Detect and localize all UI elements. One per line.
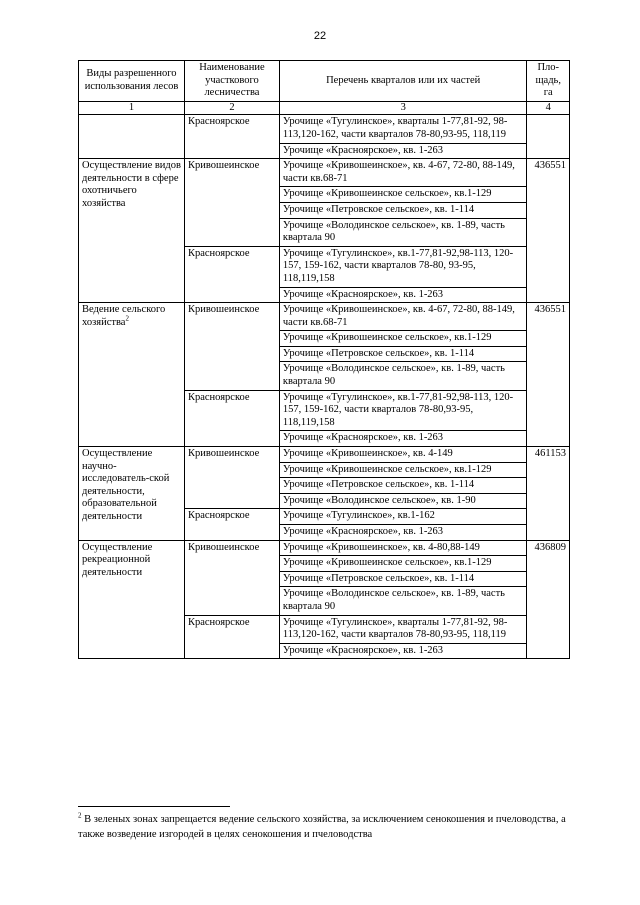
quarters-cell: Урочище «Тугулинское», кв.1-162 xyxy=(279,509,527,525)
header-use-types: Виды разрешенного использования лесов xyxy=(79,61,185,102)
district-cell: Красноярское xyxy=(184,615,279,659)
quarters-cell: Урочище «Красноярское», кв. 1-263 xyxy=(279,431,527,447)
footnote xyxy=(78,812,578,842)
column-number: 3 xyxy=(279,101,527,115)
quarters-cell: Урочище «Кривошеинское», кв. 4-67, 72-80, 88-149, части кв.68-71 xyxy=(279,303,527,331)
area-cell: 461153 xyxy=(527,447,570,541)
district-cell: Кривошеинское xyxy=(184,540,279,615)
quarters-cell: Урочище «Кривошеинское», кв. 4-149 xyxy=(279,447,527,463)
table-row xyxy=(79,115,570,143)
quarters-cell: Урочище «Петровское сельское», кв. 1-114 xyxy=(279,478,527,494)
quarters-cell: Урочище «Тугулинское», кварталы 1-77,81-92, 98-113,120-162, части кварталов 78-80,93-95, 118,119 xyxy=(279,115,527,143)
footnote-divider xyxy=(78,806,230,807)
use-type-cell xyxy=(79,540,185,659)
area-cell xyxy=(527,115,570,159)
use-type-text: Осуществление научно-исследователь-ской деятельности, образовательной деятельности xyxy=(82,448,170,522)
district-cell: Красноярское xyxy=(184,115,279,159)
quarters-cell: Урочище «Кривошеинское сельское», кв.1-129 xyxy=(279,556,527,572)
column-number: 1 xyxy=(79,101,185,115)
district-cell: Красноярское xyxy=(184,390,279,446)
use-type-text: Осуществление рекреационной деятельности xyxy=(82,541,153,578)
quarters-cell: Урочище «Кривошеинское сельское», кв.1-129 xyxy=(279,462,527,478)
quarters-cell: Урочище «Кривошеинское», кв. 4-67, 72-80, 88-149, части кв.68-71 xyxy=(279,159,527,187)
quarters-cell: Урочище «Тугулинское», кварталы 1-77,81-92, 98-113,120-162, части кварталов 78-80,93-95, 118,119 xyxy=(279,615,527,643)
table-row xyxy=(79,303,570,331)
quarters-cell: Урочище «Красноярское», кв. 1-263 xyxy=(279,143,527,159)
footnote-reference: 2 xyxy=(125,314,129,323)
area-cell: 436551 xyxy=(527,303,570,447)
quarters-cell: Урочище «Тугулинское», кв.1-77,81-92,98-113, 120-157, 159-162, части кварталов 78-80,93-95, 118,119,158 xyxy=(279,390,527,431)
quarters-cell: Урочище «Красноярское», кв. 1-263 xyxy=(279,525,527,541)
quarters-cell: Урочище «Кривошеинское», кв. 4-80,88-149 xyxy=(279,540,527,556)
use-type-cell xyxy=(79,115,185,159)
quarters-cell: Урочище «Володинское сельское», кв. 1-89, часть квартала 90 xyxy=(279,218,527,246)
use-type-cell xyxy=(79,303,185,447)
table-header xyxy=(79,61,570,115)
use-type-cell xyxy=(79,447,185,541)
district-cell: Красноярское xyxy=(184,246,279,302)
header-area: Пло-щадь, га xyxy=(527,61,570,102)
table-row xyxy=(79,447,570,463)
header-district-name: Наименование участкового лесничества xyxy=(184,61,279,102)
quarters-cell: Урочище «Петровское сельское», кв. 1-114 xyxy=(279,202,527,218)
use-type-cell xyxy=(79,159,185,303)
quarters-cell: Урочище «Кривошеинское сельское», кв.1-129 xyxy=(279,331,527,347)
area-cell: 436809 xyxy=(527,540,570,659)
header-quarters-list: Перечень кварталов или их частей xyxy=(279,61,527,102)
district-cell: Кривошеинское xyxy=(184,159,279,247)
quarters-cell: Урочище «Володинское сельское», кв. 1-89, часть квартала 90 xyxy=(279,587,527,615)
column-number: 2 xyxy=(184,101,279,115)
column-number-row xyxy=(79,101,570,115)
district-cell: Кривошеинское xyxy=(184,303,279,391)
district-cell: Красноярское xyxy=(184,509,279,540)
table-row xyxy=(79,159,570,187)
quarters-cell: Урочище «Красноярское», кв. 1-263 xyxy=(279,643,527,659)
quarters-cell: Урочище «Петровское сельское», кв. 1-114 xyxy=(279,346,527,362)
area-cell: 436551 xyxy=(527,159,570,303)
header-row xyxy=(79,61,570,102)
forest-use-table xyxy=(78,60,570,659)
column-number: 4 xyxy=(527,101,570,115)
footnote-mark: 2 xyxy=(78,811,82,820)
table-row xyxy=(79,540,570,556)
footnote-text: В зеленых зонах запрещается ведение сельского хозяйства, за исключением сенокошения и пчеловодства, а также возведение изгородей в целях сенокошения и пчеловодства xyxy=(78,814,566,840)
quarters-cell: Урочище «Кривошеинское сельское», кв.1-129 xyxy=(279,187,527,203)
district-cell: Кривошеинское xyxy=(184,447,279,509)
quarters-cell: Урочище «Красноярское», кв. 1-263 xyxy=(279,287,527,303)
use-type-text: Осуществление видов деятельности в сфере охотничьего хозяйства xyxy=(82,160,181,209)
use-type-text: Ведение сельского хозяйства xyxy=(82,304,166,328)
quarters-cell: Урочище «Тугулинское», кв.1-77,81-92,98-113, 120-157, 159-162, части кварталов 78-80, 93-95, 118,119,158 xyxy=(279,246,527,287)
table-body xyxy=(79,115,570,659)
quarters-cell: Урочище «Володинское сельское», кв. 1-89, часть квартала 90 xyxy=(279,362,527,390)
page-number: 22 xyxy=(313,30,327,42)
quarters-cell: Урочище «Петровское сельское», кв. 1-114 xyxy=(279,571,527,587)
quarters-cell: Урочище «Володинское сельское», кв. 1-90 xyxy=(279,493,527,509)
